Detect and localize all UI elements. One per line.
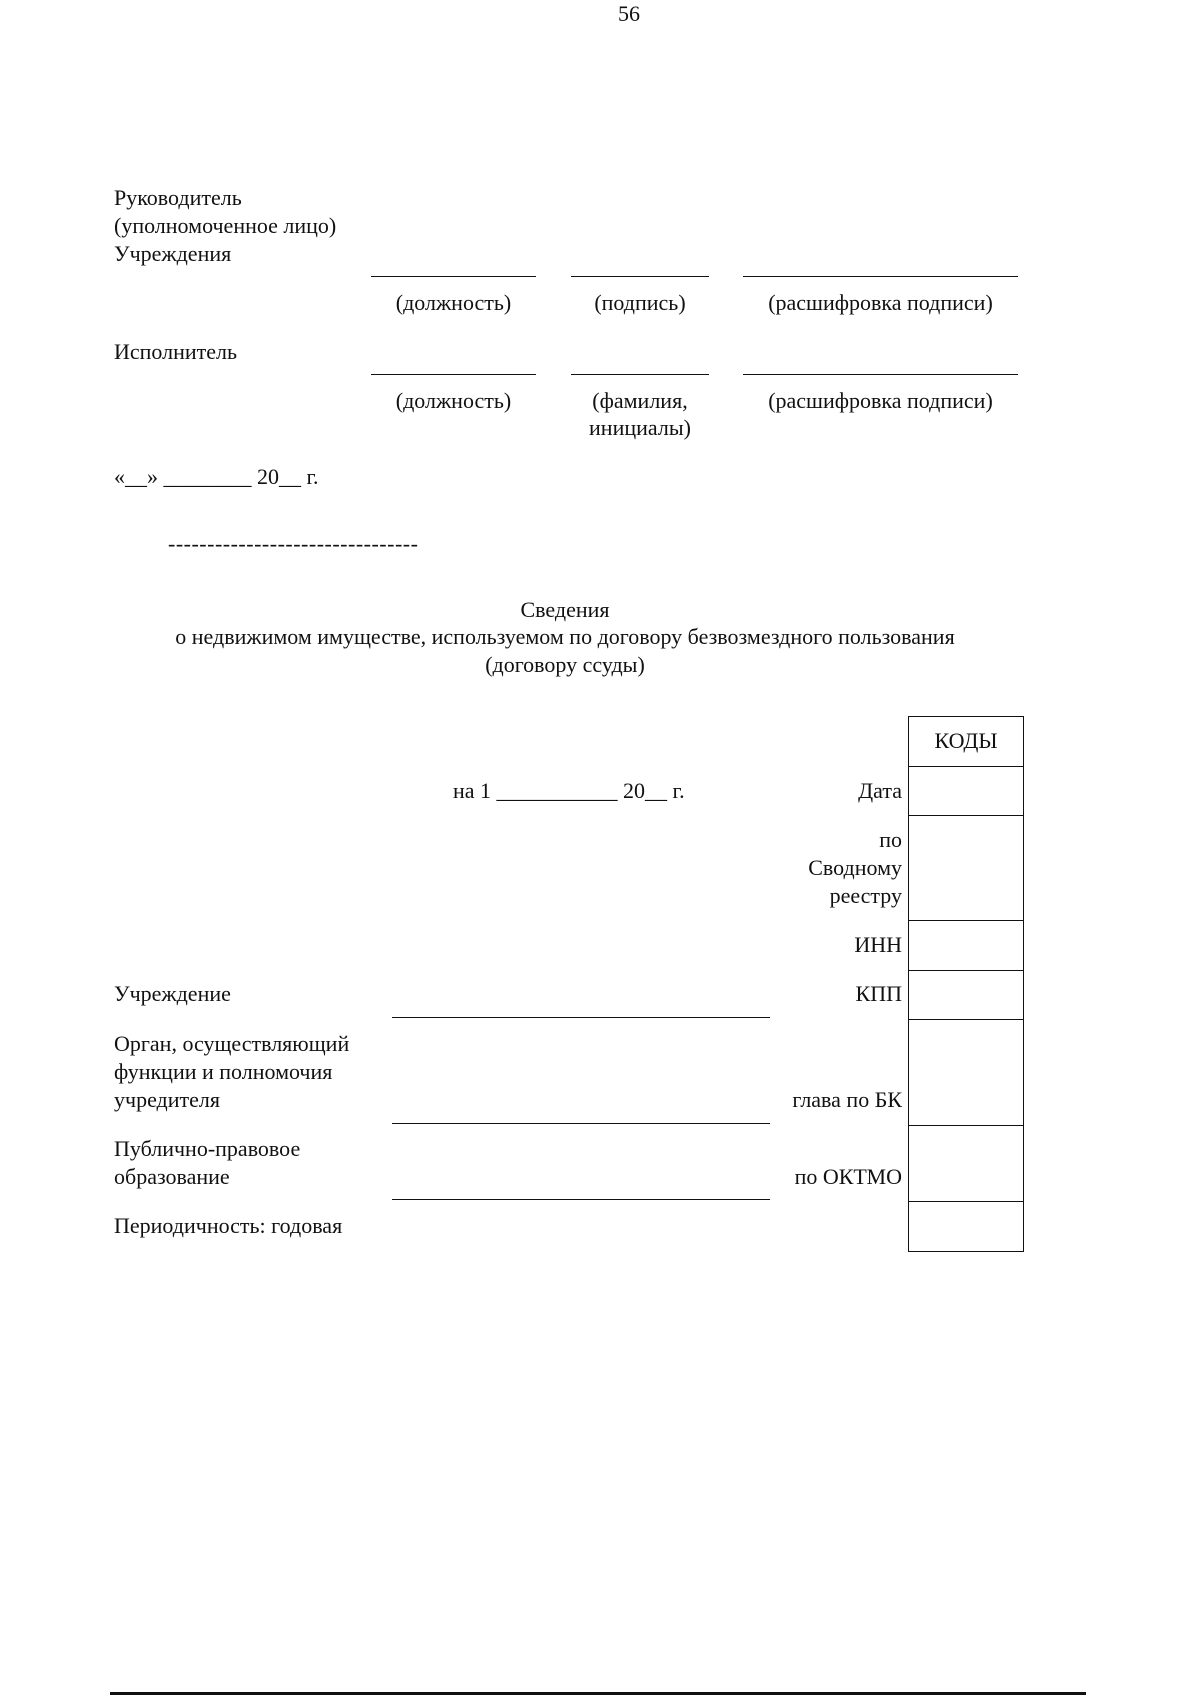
- label-public-line1: Публично-правовое: [114, 1136, 301, 1161]
- executor-name-line[interactable]: [571, 374, 709, 375]
- label-institution: Учреждение: [114, 981, 231, 1006]
- executor-position-caption: (должность): [395, 388, 512, 413]
- page-number: 56: [618, 1, 640, 26]
- institution-fill-line[interactable]: [392, 1017, 770, 1018]
- title-line2: о недвижимом имуществе, используемом по договору безвозмездного пользования: [175, 624, 955, 649]
- label-registry-line2: Сводному: [808, 855, 902, 880]
- codes-header: КОДЫ: [909, 717, 1023, 767]
- title-line3: (договору ссуды): [485, 652, 645, 677]
- head-position-caption: (должность): [395, 290, 512, 315]
- head-signature-line[interactable]: [571, 276, 709, 277]
- executor-label: Исполнитель: [114, 339, 238, 364]
- title-line1: Сведения: [520, 597, 610, 622]
- signature-date-line: «__» ________ 20__ г.: [114, 464, 319, 489]
- code-cell-periodicity[interactable]: [909, 1202, 1023, 1252]
- head-decoding-line[interactable]: [743, 276, 1018, 277]
- section-separator: --------------------------------: [168, 531, 419, 556]
- label-organ-line2: функции и полномочия: [114, 1059, 333, 1084]
- form-date-line: на 1 ___________ 20__ г.: [453, 778, 685, 803]
- head-signature-caption: (подпись): [594, 290, 686, 315]
- code-cell-oktmo[interactable]: [909, 1126, 1023, 1202]
- label-bk: глава по БК: [792, 1087, 902, 1112]
- public-fill-line[interactable]: [392, 1199, 770, 1200]
- page-bottom-rule: [110, 1692, 1086, 1695]
- label-public-line2: образование: [114, 1164, 230, 1189]
- code-cell-bk[interactable]: [909, 1020, 1023, 1126]
- label-organ-line3: учредителя: [114, 1087, 220, 1112]
- executor-name-caption-line1: (фамилия,: [592, 388, 688, 413]
- head-label-line3: Учреждения: [114, 241, 232, 266]
- executor-position-line[interactable]: [371, 374, 536, 375]
- code-cell-date[interactable]: [909, 767, 1023, 816]
- code-cell-registry[interactable]: [909, 816, 1023, 921]
- label-registry-line3: реестру: [829, 883, 902, 908]
- code-cell-inn[interactable]: [909, 921, 1023, 971]
- label-inn: ИНН: [854, 932, 902, 957]
- executor-decoding-caption: (расшифровка подписи): [768, 388, 993, 413]
- organ-fill-line[interactable]: [392, 1123, 770, 1124]
- head-label-line1: Руководитель: [114, 185, 242, 210]
- label-organ-line1: Орган, осуществляющий: [114, 1031, 350, 1056]
- label-periodicity: Периодичность: годовая: [114, 1213, 343, 1238]
- head-decoding-caption: (расшифровка подписи): [768, 290, 993, 315]
- head-position-line[interactable]: [371, 276, 536, 277]
- executor-decoding-line[interactable]: [743, 374, 1018, 375]
- label-kpp: КПП: [855, 981, 902, 1006]
- codes-table: [908, 716, 1024, 1252]
- code-cell-kpp[interactable]: [909, 971, 1023, 1020]
- head-label-line2: (уполномоченное лицо): [114, 213, 337, 238]
- label-registry-line1: по: [879, 827, 902, 852]
- label-oktmo: по ОКТМО: [794, 1164, 902, 1189]
- label-date: Дата: [858, 778, 902, 803]
- executor-name-caption-line2: инициалы): [589, 415, 691, 440]
